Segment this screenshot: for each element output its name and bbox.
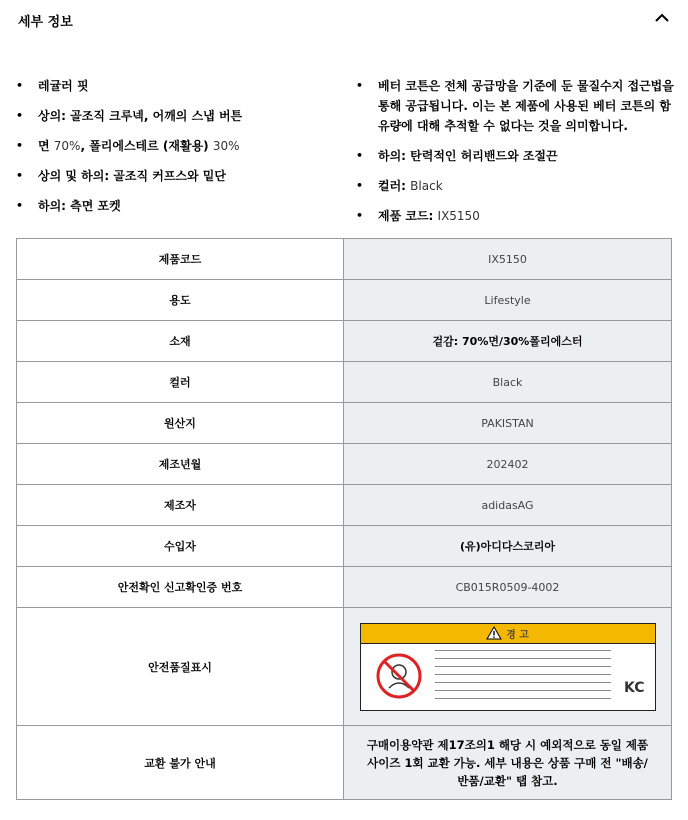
warning-bar bbox=[361, 624, 655, 644]
table-row bbox=[17, 239, 672, 280]
spec-key: 안전품질표시 bbox=[17, 608, 344, 726]
list-item: • 면 70%, 폴리에스테르 (재활용) 30% bbox=[16, 136, 334, 156]
list-item: • 상의 및 하의: 골조직 커프스와 밑단 bbox=[16, 166, 334, 186]
spec-value: Black bbox=[344, 362, 672, 403]
kc-mark: KC bbox=[624, 679, 645, 696]
table-row bbox=[17, 321, 672, 362]
table-row bbox=[17, 444, 672, 485]
list-item: • 제품 코드: IX5150 bbox=[356, 206, 674, 226]
feature-list-right bbox=[356, 76, 674, 236]
list-item: • 레귤러 핏 bbox=[16, 76, 334, 96]
chevron-up-icon[interactable] bbox=[655, 12, 669, 22]
spec-value: adidasAG bbox=[344, 485, 672, 526]
spec-key: 제품코드 bbox=[17, 239, 344, 280]
spec-key: 제조자 bbox=[17, 485, 344, 526]
spec-key: 교환 불가 안내 bbox=[17, 726, 344, 800]
list-item: • 컬러: Black bbox=[356, 176, 674, 196]
table-row bbox=[17, 362, 672, 403]
table-row bbox=[17, 403, 672, 444]
list-item: • 베터 코튼은 전체 공급망을 기준에 둔 물질수지 접근법을 통해 공급됩니다. 이는 본 제품에 사용된 베터 코튼의 함유량에 대해 추적할 수 없다는 것을 의미합니다. bbox=[356, 76, 674, 136]
warning-text-lines bbox=[435, 650, 611, 706]
safety-label-cell bbox=[344, 608, 672, 726]
safety-warning-label bbox=[360, 623, 656, 711]
spec-value: 구매이용약관 제17조의1 해당 시 예외적으로 동일 제품 사이즈 1회 교환 가능. 세부 내용은 상품 구매 전 "배송/반품/교환" 탭 참고. bbox=[344, 726, 672, 800]
spec-key: 수입자 bbox=[17, 526, 344, 567]
list-item: • 하의: 탄력적인 허리밴드와 조절끈 bbox=[356, 146, 674, 166]
spec-key: 컬러 bbox=[17, 362, 344, 403]
spec-value: PAKISTAN bbox=[344, 403, 672, 444]
spec-key: 용도 bbox=[17, 280, 344, 321]
spec-value: 겉감: 70%면/30%폴리에스터 bbox=[344, 321, 672, 362]
feature-list-left bbox=[16, 76, 334, 226]
spec-key: 소재 bbox=[17, 321, 344, 362]
table-row bbox=[17, 485, 672, 526]
spec-value: (유)아디다스코리아 bbox=[344, 526, 672, 567]
table-row bbox=[17, 608, 672, 726]
spec-table bbox=[16, 238, 672, 800]
spec-key: 원산지 bbox=[17, 403, 344, 444]
spec-value: IX5150 bbox=[344, 239, 672, 280]
table-row bbox=[17, 526, 672, 567]
details-header[interactable] bbox=[0, 0, 688, 42]
spec-key: 안전확인 신고확인증 번호 bbox=[17, 567, 344, 608]
warning-triangle-icon bbox=[486, 626, 502, 640]
spec-value: Lifestyle bbox=[344, 280, 672, 321]
warning-title: 경 고 bbox=[506, 629, 529, 641]
table-row bbox=[17, 726, 672, 800]
list-item: • 하의: 측면 포켓 bbox=[16, 196, 334, 216]
list-item: • 상의: 골조직 크루넥, 어깨의 스냅 버튼 bbox=[16, 106, 334, 126]
spec-value: 202402 bbox=[344, 444, 672, 485]
details-title: 세부 정보 bbox=[18, 15, 73, 30]
no-child-icon bbox=[375, 652, 423, 700]
table-row bbox=[17, 567, 672, 608]
spec-key: 제조년월 bbox=[17, 444, 344, 485]
table-row bbox=[17, 280, 672, 321]
spec-value: CB015R0509-4002 bbox=[344, 567, 672, 608]
